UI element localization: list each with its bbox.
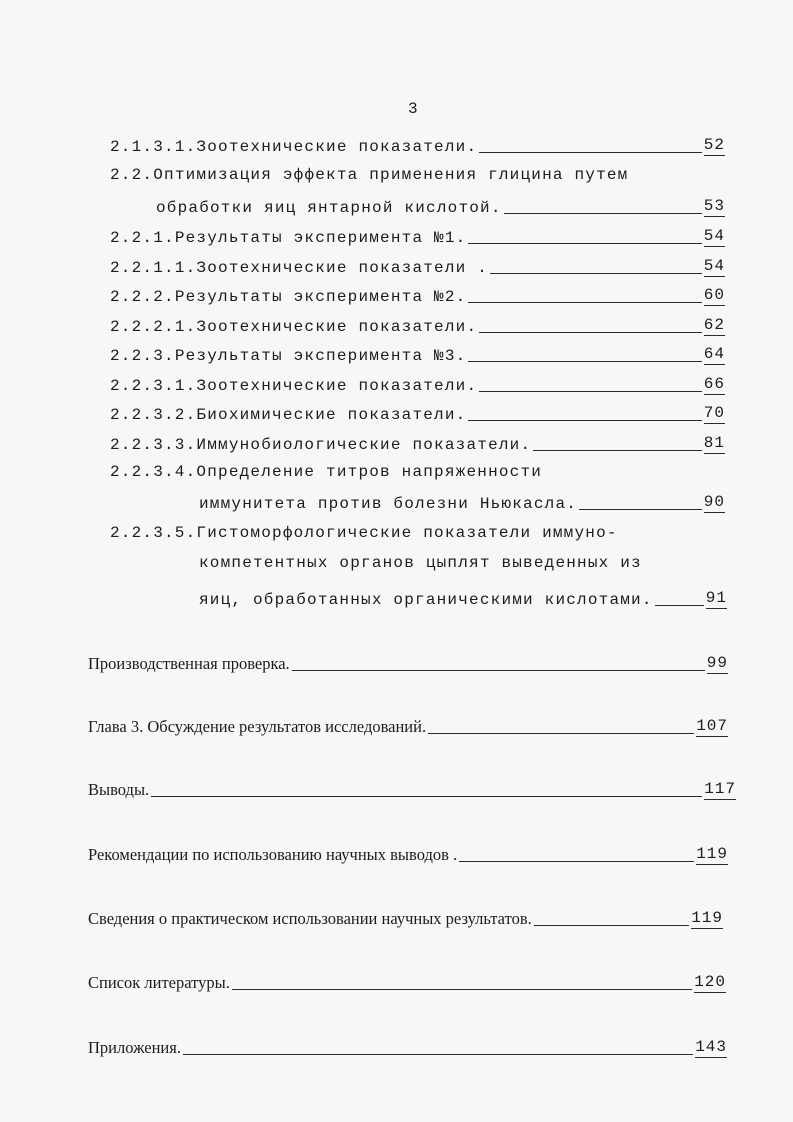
toc-entry-2-1-3-1[interactable]	[110, 134, 725, 156]
toc-entry-number: 2.2.3.4.	[110, 463, 197, 481]
toc-entry-2-2-line1[interactable]	[110, 166, 629, 184]
toc-entry-2-2-3-5-line1[interactable]	[110, 524, 618, 542]
toc-entry-title: Зоотехнические показатели.	[196, 377, 478, 395]
toc-entry-number: 2.2.3.3.	[110, 436, 197, 454]
toc-section-title: Рекомендации по использованию научных выводов .	[88, 845, 458, 864]
toc-entry-page: 90	[703, 493, 725, 511]
dot-leader	[468, 301, 701, 303]
toc-section-page: 119	[691, 909, 723, 927]
toc-section-conclusions[interactable]	[88, 778, 736, 800]
toc-entry-title: обработки яиц янтарной кислотой.	[156, 199, 502, 217]
toc-section-title: Сведения о практическом использовании научных результатов.	[88, 909, 532, 928]
toc-entry-title: яиц, обработанных органическими кислотами.	[199, 591, 653, 609]
toc-entry-number: 2.2.1.1.	[110, 259, 197, 277]
toc-entry-2-2-3-4-line2[interactable]	[199, 491, 725, 513]
toc-entry-number: 2.2.2.1.	[110, 318, 197, 336]
toc-entry-page: 66	[703, 375, 725, 393]
dot-leader	[292, 669, 705, 671]
toc-entry-title: Результаты эксперимента №1.	[174, 229, 467, 247]
toc-entry-page: 81	[703, 434, 725, 452]
dot-leader	[183, 1053, 693, 1055]
toc-section-page: 120	[694, 973, 726, 991]
toc-entry-title: Зоотехнические показатели.	[196, 138, 478, 156]
toc-entry-2-2-3-5-line3[interactable]	[199, 587, 727, 609]
toc-entry-page: 70	[703, 404, 725, 422]
toc-entry-page: 62	[703, 316, 725, 334]
toc-entry-2-2-line2[interactable]	[156, 195, 725, 217]
toc-entry-number: 2.2.3.	[110, 347, 175, 365]
dot-leader	[468, 242, 701, 244]
toc-entry-title: Гистоморфологические показатели иммуно-	[196, 524, 618, 542]
page-number: 3	[408, 100, 418, 118]
toc-section-page: 119	[696, 845, 728, 863]
dot-leader	[504, 212, 702, 214]
toc-entry-page: 60	[703, 286, 725, 304]
toc-entry-2-2-3[interactable]	[110, 343, 725, 365]
dot-leader	[533, 449, 702, 451]
dot-leader	[232, 988, 692, 990]
dot-leader	[459, 860, 694, 862]
toc-section-references[interactable]	[88, 971, 726, 993]
toc-section-page: 143	[695, 1038, 727, 1056]
toc-entry-2-2-3-4-line1[interactable]	[110, 463, 542, 481]
toc-entry-page: 53	[703, 197, 725, 215]
toc-entry-page: 54	[703, 257, 725, 275]
toc-entry-title: Иммунобиологические показатели.	[196, 436, 532, 454]
toc-section-title: Производственная проверка.	[88, 654, 290, 673]
toc-entry-2-2-3-1[interactable]	[110, 373, 725, 395]
toc-entry-title: Результаты эксперимента №2.	[174, 288, 467, 306]
toc-section-production-check[interactable]	[88, 652, 728, 674]
toc-entry-title: компетентных органов цыплят выведенных из	[199, 554, 642, 572]
toc-section-recommendations[interactable]	[88, 843, 728, 865]
toc-entry-2-2-2-1[interactable]	[110, 314, 725, 336]
toc-section-title: Глава 3. Обсуждение результатов исследований.	[88, 717, 427, 736]
toc-entry-title: Оптимизация эффекта применения глицина путем	[153, 166, 629, 184]
toc-entry-page: 64	[703, 345, 725, 363]
dot-leader	[151, 795, 702, 797]
toc-section-appendices[interactable]	[88, 1036, 727, 1058]
toc-entry-title: иммунитета против болезни Ньюкасла.	[199, 495, 578, 513]
toc-entry-2-2-1-1[interactable]	[110, 255, 725, 277]
toc-entry-number: 2.2.3.2.	[110, 406, 197, 424]
toc-section-chapter-3[interactable]	[88, 715, 728, 737]
dot-leader	[534, 924, 689, 926]
toc-entry-2-2-1[interactable]	[110, 225, 725, 247]
toc-entry-number: 2.2.3.1.	[110, 377, 197, 395]
toc-entry-number: 2.2.	[110, 166, 154, 184]
toc-entry-2-2-3-2[interactable]	[110, 402, 725, 424]
dot-leader	[579, 508, 702, 510]
dot-leader	[428, 732, 694, 734]
toc-entry-2-2-3-5-line2	[199, 554, 642, 572]
toc-entry-title: Результаты эксперимента №3.	[174, 347, 467, 365]
toc-section-title: Список литературы.	[88, 973, 230, 992]
dot-leader	[479, 390, 702, 392]
toc-entry-number: 2.1.3.1.	[110, 138, 197, 156]
dot-leader	[490, 272, 702, 274]
toc-entry-2-2-2[interactable]	[110, 284, 725, 306]
dot-leader	[479, 151, 702, 153]
dot-leader	[655, 604, 704, 606]
toc-section-title: Выводы.	[88, 780, 150, 799]
toc-entry-page: 54	[703, 227, 725, 245]
toc-entry-page: 52	[703, 136, 725, 154]
dot-leader	[468, 419, 701, 421]
toc-entry-page: 91	[705, 589, 727, 607]
toc-entry-number: 2.2.3.5.	[110, 524, 197, 542]
dot-leader	[468, 360, 701, 362]
toc-entry-title: Зоотехнические показатели.	[196, 318, 478, 336]
toc-section-title: Приложения.	[88, 1038, 181, 1057]
toc-entry-title: Зоотехнические показатели .	[196, 259, 489, 277]
toc-section-page: 117	[704, 780, 736, 798]
toc-section-practical-use[interactable]	[88, 907, 723, 929]
toc-entry-number: 2.2.1.	[110, 229, 175, 247]
toc-entry-number: 2.2.2.	[110, 288, 175, 306]
dot-leader	[479, 331, 702, 333]
toc-entry-2-2-3-3[interactable]	[110, 432, 725, 454]
toc-entry-title: Определение титров напряженности	[196, 463, 543, 481]
toc-entry-title: Биохимические показатели.	[196, 406, 467, 424]
toc-section-page: 107	[696, 717, 728, 735]
toc-section-page: 99	[706, 654, 728, 672]
